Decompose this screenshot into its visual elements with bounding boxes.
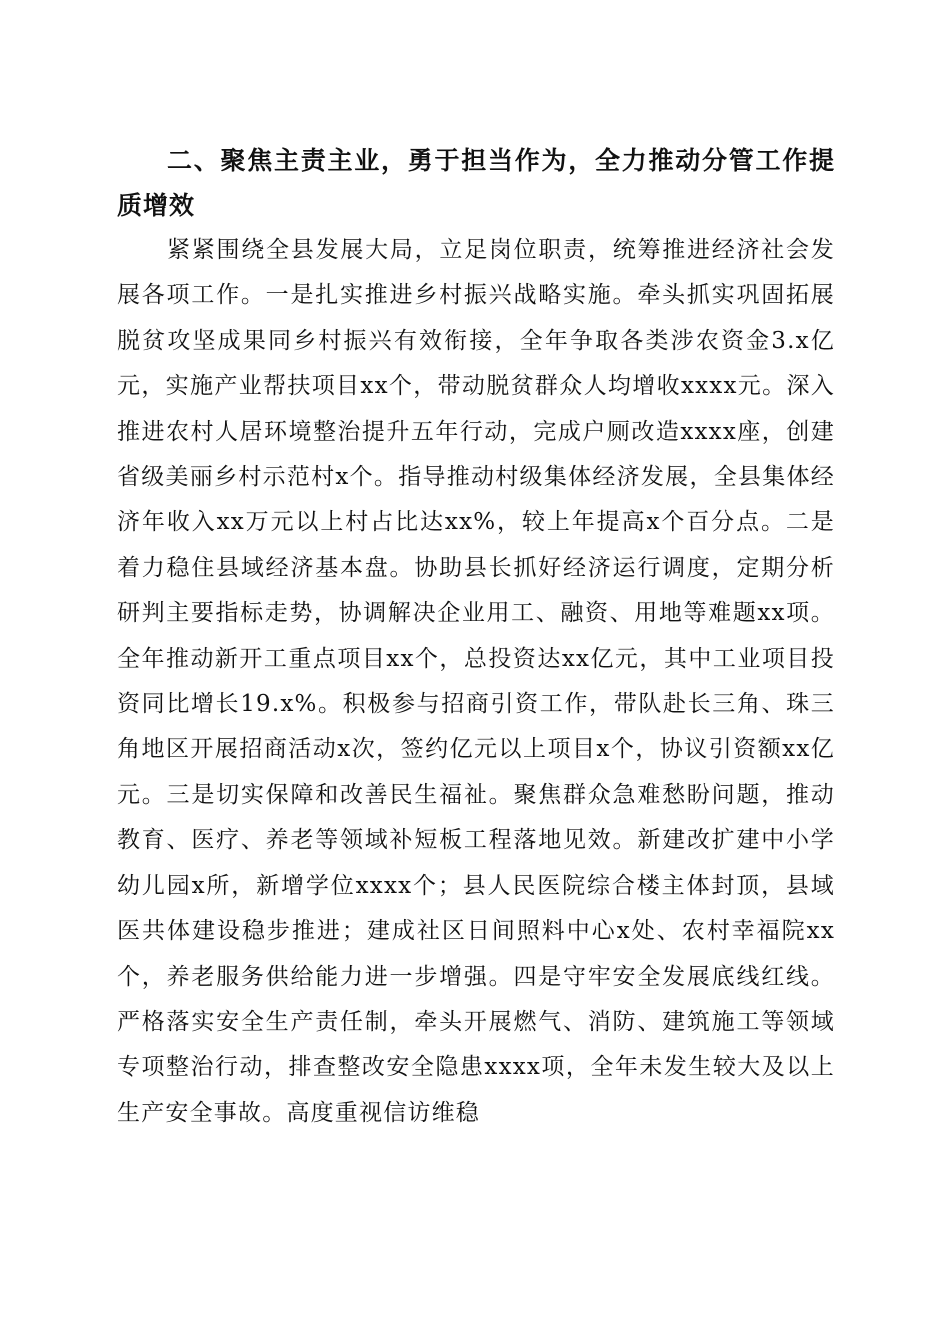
body-paragraph: 紧紧围绕全县发展大局，立足岗位职责，统筹推进经济社会发展各项工作。一是扎实推进乡村振兴战略实施。牵头抓实巩固拓展脱贫攻坚成果同乡村振兴有效衔接，全年争取各类涉农资金3.x亿元，实施产业帮扶项目xx个，带动脱贫群众人均增收xxxx元。深入推进农村人居环境整治提升五年行动，完成户厕改造xxxx座，创建省级美丽乡村示范村x个。指导推动村级集体经济发展，全县集体经济年收入xx万元以上村占比达xx%，较上年提高x个百分点。二是着力稳住县域经济基本盘。协助县长抓好经济运行调度，定期分析研判主要指标走势，协调解决企业用工、融资、用地等难题xx项。全年推动新开工重点项目xx个，总投资达xx亿元，其中工业项目投资同比增长19.x%。积极参与招商引资工作，带队赴长三角、珠三角地区开展招商活动x次，签约亿元以上项目x个，协议引资额xx亿元。三是切实保障和改善民生福祉。聚焦群众急难愁盼问题，推动教育、医疗、养老等领域补短板工程落地见效。新建改扩建中小学幼儿园x所，新增学位xxxx个；县人民医院综合楼主体封顶，县域医共体建设稳步推进；建成社区日间照料中心x处、农村幸福院xx个，养老服务供给能力进一步增强。四是守牢安全发展底线红线。严格落实安全生产责任制，牵头开展燃气、消防、建筑施工等领域专项整治行动，排查整改安全隐患xxxx项，全年未发生较大及以上生产安全事故。高度重视信访维稳 [117,237,835,1126]
document-body [117,138,835,1136]
section-heading: 二、聚焦主责主业，勇于担当作为，全力推动分管工作提质增效 [117,146,835,220]
